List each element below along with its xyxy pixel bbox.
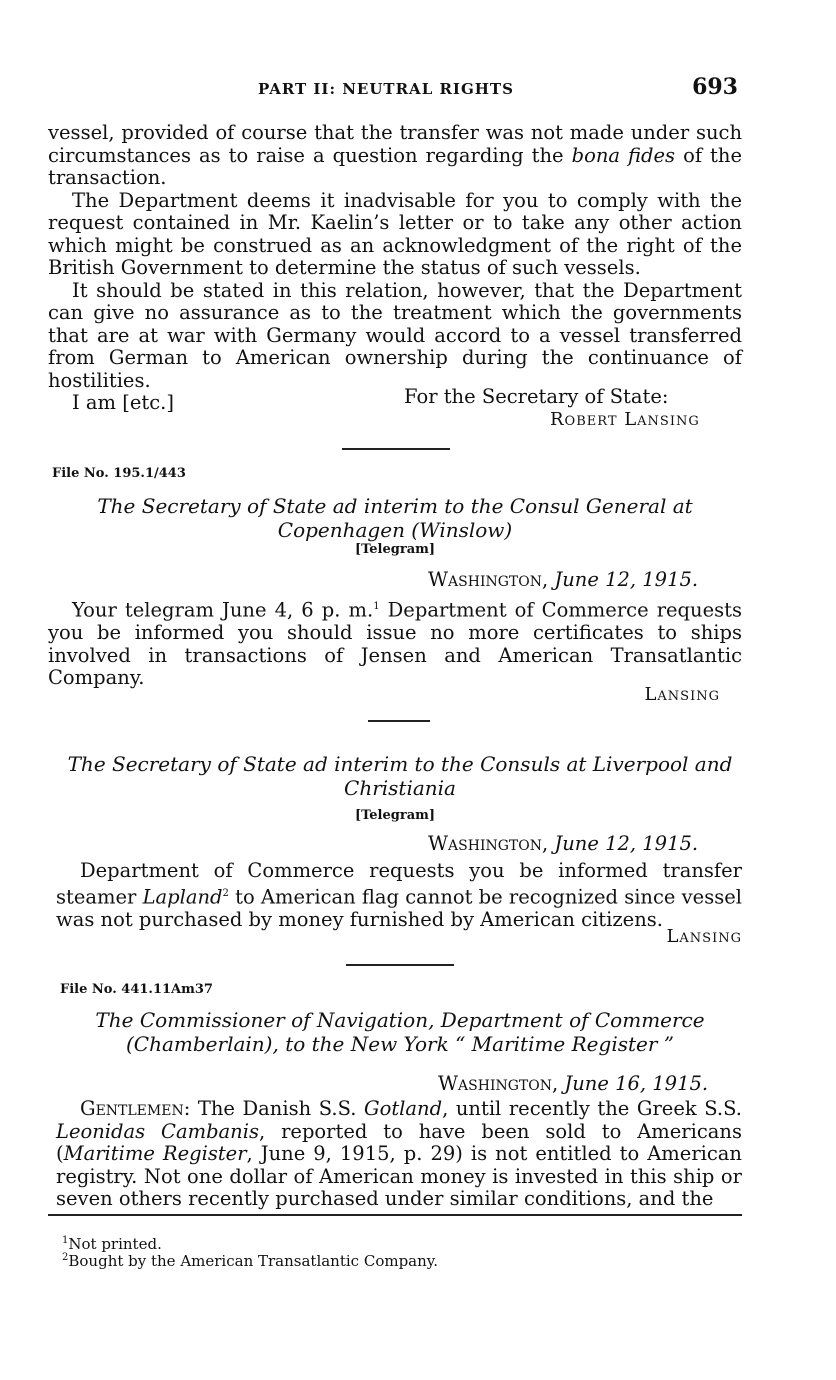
- letter1-body: [48, 122, 742, 415]
- letter1-para3: It should be stated in this relation, however, that the Department can give no assurance as to the treatment which the governments that are at war with Germany would accord to a vessel transferred from German to American ownership during the continuance of hostilities.: [48, 278, 742, 392]
- letter1-closing: I am [etc.]: [72, 391, 174, 414]
- file-number: File No. 195.1/443: [52, 466, 186, 481]
- doc4-body: [56, 1098, 742, 1211]
- dateline: [428, 832, 698, 855]
- document-type: [Telegram]: [354, 542, 436, 557]
- para1-line2b: of the: [675, 143, 742, 167]
- document-title: The Secretary of State ad interim to the Consuls at Liverpool and Christiania: [67, 752, 733, 800]
- dateline: [428, 568, 698, 591]
- footnote-mark: 1: [62, 1235, 69, 1246]
- doc2-body: [48, 596, 742, 690]
- footnote-text: Not printed.: [68, 1235, 162, 1253]
- page-number: 693: [692, 74, 738, 100]
- dateline-place: Washington,: [428, 568, 549, 591]
- publication-name: Maritime Register: [63, 1142, 247, 1165]
- signature-for: For the Secretary of State:: [404, 385, 669, 408]
- doc3-body-b: to American flag cannot be recognized since vessel was not purchased by money furnished by American citizens.: [56, 885, 743, 931]
- para1-line3: transaction.: [48, 166, 167, 189]
- doc2-body-b: Department of Commerce requests you be informed you should issue no more certificates to ships involved in transactions of Jensen and American Transatlantic Company.: [48, 598, 742, 689]
- signature-name: Robert Lansing: [550, 409, 700, 430]
- bona-fides-text: bona fides: [571, 143, 676, 167]
- doc4-body-1: : The Danish S.S.: [183, 1097, 365, 1120]
- letter1-para2: The Department deems it inadvisable for you to comply with the request contained in Mr. Kaelin’s letter or to take any other action which might be construed as an acknowledgment of the right of the British Government to determine the status of such vessels.: [48, 188, 742, 279]
- section-divider: [342, 448, 450, 450]
- document-title: The Commissioner of Navigation, Department of Commerce (Chamberlain), to the New York “ Maritime Register ”: [95, 1008, 705, 1056]
- section-divider: [346, 964, 454, 966]
- ship-name: Gotland: [364, 1097, 443, 1120]
- doc4-body-4: , June 9, 1915, p. 29) is not entitled to American registry. Not one dollar of American money is invested in this ship or seven others recently purchased under similar conditions, and the: [56, 1142, 742, 1210]
- footnote-mark: 2: [62, 1252, 69, 1263]
- dateline-date: June 12, 1915.: [554, 832, 699, 855]
- doc4-body-2: , until recently the Greek S.S.: [442, 1097, 742, 1120]
- dateline-date: June 12, 1915.: [554, 568, 699, 591]
- footnote-ref-1: 1: [373, 601, 380, 612]
- para1-line1: vessel, provided of course that the transfer was not made under such: [48, 121, 742, 144]
- document-title: The Secretary of State ad interim to the Consul General at Copenhagen (Winslow): [97, 494, 693, 542]
- letter1-para1: [48, 122, 742, 190]
- ship-name: Leonidas Cambanis: [56, 1119, 259, 1143]
- doc2-signature: Lansing: [644, 684, 720, 705]
- footnote-ref-2: 2: [222, 887, 229, 899]
- doc3-body: [56, 860, 742, 931]
- doc4-body-3: , reported to have been sold to Americans (: [56, 1119, 742, 1165]
- dateline-date: June 16, 1915.: [564, 1072, 709, 1095]
- dateline: [438, 1072, 708, 1095]
- doc3-body-a: Department of Commerce requests you be informed transfer steamer: [56, 859, 742, 908]
- ship-name: Lapland: [142, 885, 223, 908]
- document-page: [48, 0, 742, 1380]
- file-number: File No. 441.11Am37: [60, 982, 213, 997]
- dateline-place: Washington,: [438, 1072, 559, 1095]
- document-type: [Telegram]: [354, 808, 436, 823]
- doc3-signature: Lansing: [666, 926, 742, 947]
- dateline-place: Washington,: [428, 832, 549, 855]
- footnote-text: Bought by the American Transatlantic Company.: [68, 1252, 439, 1270]
- section-divider: [368, 720, 430, 722]
- doc2-body-a: Your telegram June 4, 6 p. m.: [72, 598, 374, 622]
- salutation: Gentlemen: [80, 1097, 184, 1120]
- footnote-divider: [48, 1214, 742, 1216]
- para1-line2a: circumstances as to raise a question regarding the: [48, 143, 572, 167]
- running-head: PART II: NEUTRAL RIGHTS: [258, 80, 514, 98]
- footnote-2: [62, 1249, 438, 1270]
